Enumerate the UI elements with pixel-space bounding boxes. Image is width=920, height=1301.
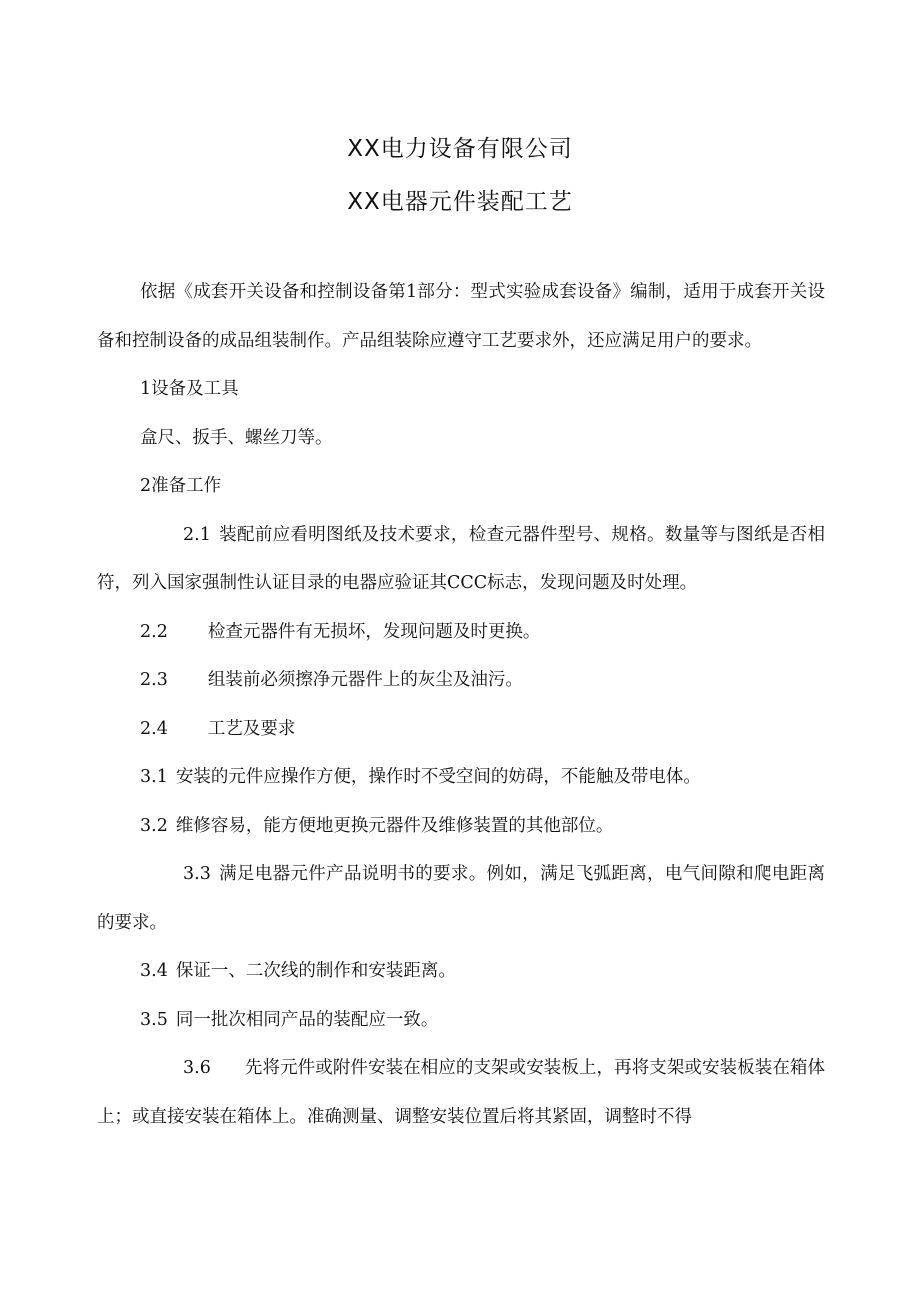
section-1-heading: 1设备及工具 bbox=[140, 379, 239, 399]
list-item-3-1 bbox=[0, 753, 920, 802]
item-text: 先将元件或附件安装在相应的支架或安装板上，再将支架或安装板装在箱体上；或直接安装在箱体上。准确测量、调整安装位置后将其紧固，调整时不得 bbox=[97, 1058, 825, 1127]
section-1-text: 盒尺、扳手、螺丝刀等。 bbox=[140, 427, 333, 448]
list-item-3-2 bbox=[0, 802, 920, 851]
item-text: 同一批次相同产品的装配应一致。 bbox=[175, 1009, 439, 1030]
document-body bbox=[0, 268, 920, 1141]
list-item-3-6 bbox=[0, 1044, 920, 1141]
item-text: 满足电器元件产品说明书的要求。例如，满足飞弧距离，电气间隙和爬电距离的要求。 bbox=[97, 864, 825, 933]
document-title: XX电器元件装配工艺 bbox=[347, 189, 573, 215]
item-text: 安装的元件应操作方便，操作时不受空间的妨碍，不能触及带电体。 bbox=[175, 767, 701, 787]
list-item-3-3 bbox=[0, 850, 920, 947]
list-item-2-2 bbox=[0, 608, 920, 657]
list-item-2-3 bbox=[0, 656, 920, 705]
list-item-3-5 bbox=[0, 996, 920, 1045]
item-text: 工艺及要求 bbox=[207, 718, 296, 739]
item-number: 2.2 bbox=[140, 621, 168, 642]
item-number: 3.5 bbox=[140, 1009, 168, 1030]
item-number: 2.3 bbox=[140, 670, 168, 690]
list-item-3-4 bbox=[0, 947, 920, 996]
item-number: 2.1 bbox=[183, 524, 211, 545]
item-text: 维修容易，能方便地更换元器件及维修装置的其他部位。 bbox=[175, 815, 614, 836]
item-number: 2.4 bbox=[140, 718, 168, 739]
item-text: 保证一、二次线的制作和安装距离。 bbox=[175, 961, 456, 981]
list-item-2-4 bbox=[0, 705, 920, 754]
item-text: 装配前应看明图纸及技术要求，检查元器件型号、规格。数量等与图纸是否相符，列入国家强制性认证目录的电器应验证其CCC标志，发现问题及时处理。 bbox=[97, 524, 825, 593]
item-number: 3.2 bbox=[140, 815, 168, 836]
intro-paragraph: 依据《成套开关设备和控制设备第1部分：型式实验成套设备》编制，适用于成套开关设备和控制设备的成品组装制作。产品组装除应遵守工艺要求外，还应满足用户的要求。 bbox=[97, 282, 825, 351]
item-number: 3.6 bbox=[183, 1058, 211, 1078]
item-number: 3.3 bbox=[183, 864, 211, 884]
company-title: XX电力设备有限公司 bbox=[347, 136, 573, 162]
item-number: 3.4 bbox=[140, 961, 168, 981]
item-text: 组装前必须擦净元器件上的灰尘及油污。 bbox=[207, 670, 523, 690]
list-item-2-1 bbox=[0, 511, 920, 608]
item-text: 检查元器件有无损坏，发现问题及时更换。 bbox=[207, 621, 541, 642]
section-2-heading: 2准备工作 bbox=[140, 476, 222, 496]
item-number: 3.1 bbox=[140, 767, 168, 787]
